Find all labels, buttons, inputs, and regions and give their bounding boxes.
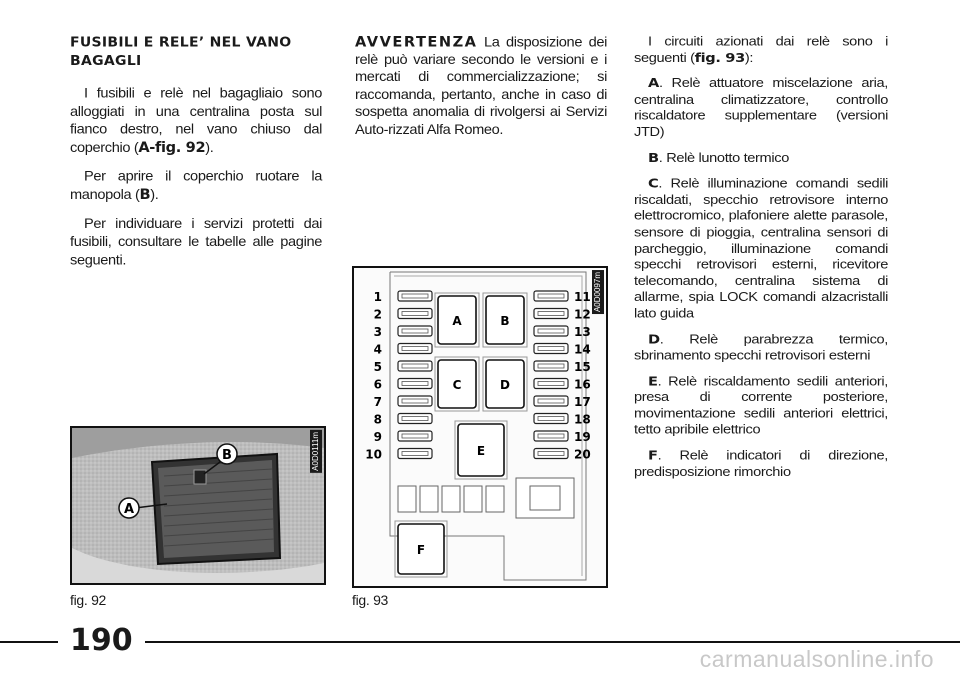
fuse-number-right: 13: [574, 325, 591, 339]
relay-item-a: A. Relè attuatore miscelazione aria, centralina climatizzatore, controllo riscaldatore supplementare (versioni JTD): [634, 76, 888, 140]
fuse-number-left: 5: [373, 360, 382, 374]
fuse-number-left: 4: [373, 342, 382, 357]
fuse-right: [534, 291, 568, 301]
spare-slot: [398, 486, 416, 512]
fuse-box-svg: [354, 268, 606, 586]
relay-item-c: C. Relè illuminazione comandi sedili riscaldati, specchio retrovisore interno elettrocromico, plafoniere alette parasole, sensore di pioggia, centralina sensori di parcheggio, illuminazione comandi specchi retrovisori esterni, ricevitore telecomando, centralina sistema di allarme, spia LOCK comandi alzacristalli lato guida: [634, 176, 888, 321]
fuse-number-right: 18: [574, 412, 591, 427]
fuse-number-right: 20: [574, 447, 591, 462]
fuse-number-left: 8: [373, 412, 382, 427]
fuse-right: [534, 431, 568, 441]
fuse-number-right: 12: [574, 307, 591, 322]
fuse-number-right: 19: [574, 430, 591, 444]
fuse-number-left: 7: [373, 395, 382, 409]
fuse-left: [398, 449, 432, 459]
relay-label: F: [416, 543, 426, 557]
warning-column: [355, 34, 607, 150]
fig92-code: A0D0111m: [311, 432, 320, 471]
fuse-number-right: 14: [574, 342, 591, 357]
relay-a: [435, 293, 479, 347]
right-text-column: [634, 34, 888, 490]
connector-block-inner: [530, 486, 560, 510]
fuse-left: [398, 379, 432, 389]
callout-b-label: B: [222, 448, 232, 463]
fuse-number-left: 3: [373, 325, 382, 339]
warning-paragraph: AVVERTENZA La disposizione dei relè può variare secondo le versioni e i mercati di commercializzazione; si raccomanda, pertanto, anche in caso di sospetta anomalia di rivolgersi ai Servizi Auto-rizzati Alfa Romeo.: [355, 34, 607, 138]
relay-intro: I circuiti azionati dai relè sono i seguenti (fig. 93):: [634, 34, 888, 66]
relay-label: B: [500, 314, 510, 328]
fuse-left: [398, 291, 432, 301]
relay-d: [483, 357, 527, 411]
fuse-number-right: 16: [574, 377, 591, 392]
site-watermark: carmanualsonline.info: [699, 646, 934, 672]
relay-label: E: [476, 444, 486, 458]
fuse-right: [534, 449, 568, 459]
relay-item-d: D. Relè parabrezza termico, sbrinamento specchi retrovisori esterni: [634, 331, 888, 363]
fuse-right: [534, 344, 568, 354]
fig93-code: A0D0097m: [593, 272, 602, 313]
relay-item-b: B. Relè lunotto termico: [648, 150, 789, 166]
fuse-left: [398, 414, 432, 424]
warning-label: AVVERTENZA: [355, 34, 478, 51]
spare-slot: [442, 486, 460, 512]
relay-e: [455, 421, 507, 479]
figure-reference: fig. 93: [694, 50, 745, 66]
fuse-number-left: 2: [373, 307, 382, 322]
relay-b: [483, 293, 527, 347]
fuse-right: [534, 361, 568, 371]
spare-slot: [420, 486, 438, 512]
fuse-left: [398, 344, 432, 354]
trunk-illustration: [72, 428, 324, 583]
fuse-left: [398, 361, 432, 371]
fuse-number-right: 17: [574, 395, 591, 409]
relay-label: D: [500, 378, 510, 392]
fuse-right: [534, 414, 568, 424]
fuse-number-left: 9: [373, 430, 382, 444]
fuse-number-right: 11: [574, 290, 591, 304]
relay-c: [435, 357, 479, 411]
fig92-trunk-photo: [70, 426, 326, 585]
spare-slot: [486, 486, 504, 512]
fuse-number-left: 10: [365, 447, 382, 462]
fuse-left: [398, 309, 432, 319]
relay-item-e: E. Relè riscaldamento sedili anteriori, presa di corrente posteriore, movimentazione sedili anteriori elettrici, tetto apribile elettrico: [634, 373, 888, 438]
fig93-fuse-box-diagram: [352, 266, 608, 588]
left-text-column: [70, 34, 322, 280]
fuse-right: [534, 326, 568, 336]
fuse-right: [534, 396, 568, 406]
fuse-right: [534, 309, 568, 319]
relay-f: [395, 521, 447, 577]
paragraph-open-cover: Per aprire il coperchio ruotare la manopola (B).: [70, 169, 322, 203]
section-heading: FUSIBILI E RELE’ NEL VANO BAGAGLI: [70, 34, 292, 70]
spare-slot: [464, 486, 482, 512]
fig92-caption: fig. 92: [70, 592, 107, 608]
relay-label: A: [452, 314, 462, 328]
page-number: 190: [58, 622, 145, 660]
fuse-right: [534, 379, 568, 389]
fuse-number-right: 15: [574, 360, 591, 374]
fuse-left: [398, 326, 432, 336]
fuse-left: [398, 431, 432, 441]
paragraph-location: I fusibili e relè nel bagagliaio sono alloggiati in una centralina posta sul fianco destro, nel vano chiuso dal coperchio (A-fig. 92).: [70, 85, 322, 156]
fuse-number-left: 1: [373, 290, 382, 304]
fuse-left: [398, 396, 432, 406]
fig93-caption: fig. 93: [352, 592, 389, 608]
relay-item-f: F. Relè indicatori di direzione, predisposizione rimorchio: [634, 448, 888, 480]
knob-reference: B: [139, 186, 151, 203]
figure-reference: A-fig. 92: [138, 139, 206, 156]
fuse-number-left: 6: [373, 377, 382, 392]
relay-label: C: [452, 378, 462, 392]
callout-a-label: A: [123, 502, 135, 517]
paragraph-tables: Per individuare i servizi protetti dai fusibili, consultare le tabelle alle pagine seguenti.: [70, 216, 322, 268]
